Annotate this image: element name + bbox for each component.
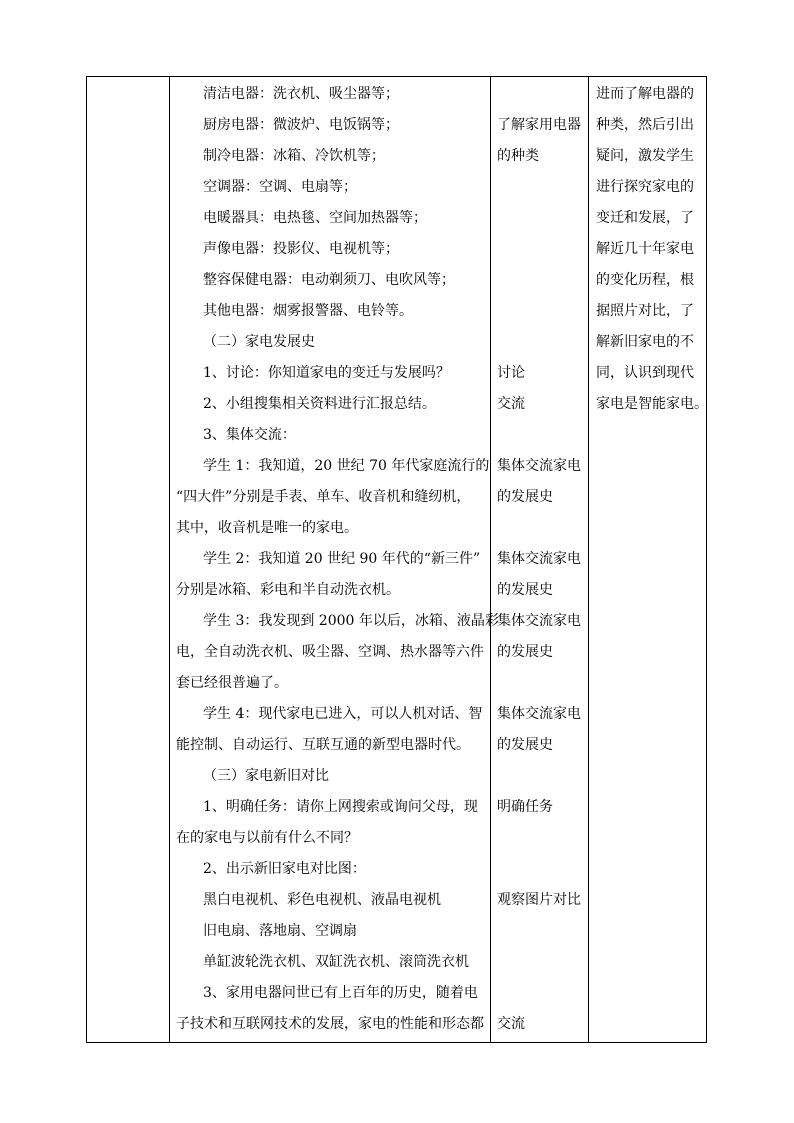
activity-line: 集体交流家电 — [497, 551, 581, 567]
column-divider — [169, 77, 170, 1042]
column-divider — [490, 77, 491, 1042]
intent-line: 家电是智能家电。 — [596, 396, 708, 412]
content-line: 清洁电器：洗衣机、吸尘器等； — [203, 86, 399, 102]
content-line: 3、家用电器问世已有上百年的历史，随着电 — [203, 985, 478, 1001]
content-line: 1、讨论：你知道家电的变迁与发展吗？ — [203, 365, 450, 381]
section-heading: （三）家电新旧对比 — [203, 768, 329, 784]
intent-line: 据照片对比，了 — [596, 303, 694, 319]
intent-line: 变迁和发展，了 — [596, 210, 694, 226]
content-line: 2、小组搜集相关资料进行汇报总结。 — [203, 396, 436, 412]
activity-line: 交流 — [497, 1016, 525, 1032]
content-line: 其他电器：烟雾报警器、电铃等。 — [203, 303, 413, 319]
activity-line: 了解家用电器 — [497, 117, 581, 133]
intent-line: 解近几十年家电 — [596, 241, 694, 257]
content-line: 1、明确任务：请你上网搜索或询问父母，现 — [203, 799, 478, 815]
content-line: 能控制、自动运行、互联互通的新型电器时代。 — [176, 737, 470, 753]
content-line: 厨房电器：微波炉、电饭锅等； — [203, 117, 399, 133]
intent-line: 进而了解电器的 — [596, 86, 694, 102]
content-line: 学生 2：我知道 20 世纪 90 年代的“新三件” — [203, 551, 481, 567]
lesson-plan-table — [86, 76, 707, 1043]
activity-line: 讨论 — [497, 365, 525, 381]
content-line: 套已经很普遍了。 — [176, 675, 288, 691]
content-line: 电暖器具：电热毯、空间加热器等； — [203, 210, 427, 226]
content-line: 学生 3：我发现到 2000 年以后，冰箱、液晶彩 — [203, 613, 499, 629]
activity-line: 的发展史 — [497, 582, 553, 598]
content-line: 黑白电视机、彩色电视机、液晶电视机 — [203, 892, 441, 908]
content-line: 空调器：空调、电扇等； — [203, 179, 357, 195]
section-heading: （二）家电发展史 — [203, 334, 315, 350]
content-line: 其中，收音机是唯一的家电。 — [176, 520, 358, 536]
intent-line: 进行探究家电的 — [596, 179, 694, 195]
activity-line: 交流 — [497, 396, 525, 412]
content-line: 2、出示新旧家电对比图： — [203, 861, 366, 877]
activity-line: 的发展史 — [497, 737, 553, 753]
intent-line: 疑问，激发学生 — [596, 148, 694, 164]
content-line: 在的家电与以前有什么不同？ — [176, 830, 358, 846]
content-line: 旧电扇、落地扇、空调扇 — [203, 923, 357, 939]
content-line: 声像电器：投影仪、电视机等； — [203, 241, 399, 257]
content-line: “四大件”分别是手表、单车、收音机和缝纫机， — [176, 489, 471, 505]
content-line: 子技术和互联网技术的发展，家电的性能和形态都 — [176, 1016, 484, 1032]
intent-line: 种类，然后引出 — [596, 117, 694, 133]
content-line: 3、集体交流： — [203, 427, 296, 443]
intent-line: 解新旧家电的不 — [596, 334, 694, 350]
column-divider — [588, 77, 589, 1042]
content-line: 制冷电器：冰箱、冷饮机等； — [203, 148, 385, 164]
content-line: 单缸波轮洗衣机、双缸洗衣机、滚筒洗衣机 — [203, 954, 469, 970]
content-line: 学生 1：我知道，20 世纪 70 年代家庭流行的 — [203, 458, 490, 474]
activity-line: 的种类 — [497, 148, 539, 164]
activity-line: 观察图片对比 — [497, 892, 581, 908]
activity-line: 的发展史 — [497, 644, 553, 660]
activity-line: 明确任务 — [497, 799, 553, 815]
content-line: 学生 4：现代家电已进入，可以人机对话、智 — [203, 706, 483, 722]
activity-line: 集体交流家电 — [497, 706, 581, 722]
content-line: 分别是冰箱、彩电和半自动洗衣机。 — [176, 582, 400, 598]
intent-line: 的变化历程，根 — [596, 272, 694, 288]
intent-line: 同，认识到现代 — [596, 365, 694, 381]
content-line: 整容保健电器：电动剃须刀、电吹风等； — [203, 272, 455, 288]
activity-line: 集体交流家电 — [497, 458, 581, 474]
activity-line: 集体交流家电 — [497, 613, 581, 629]
content-line: 电，全自动洗衣机、吸尘器、空调、热水器等六件 — [176, 644, 484, 660]
activity-line: 的发展史 — [497, 489, 553, 505]
